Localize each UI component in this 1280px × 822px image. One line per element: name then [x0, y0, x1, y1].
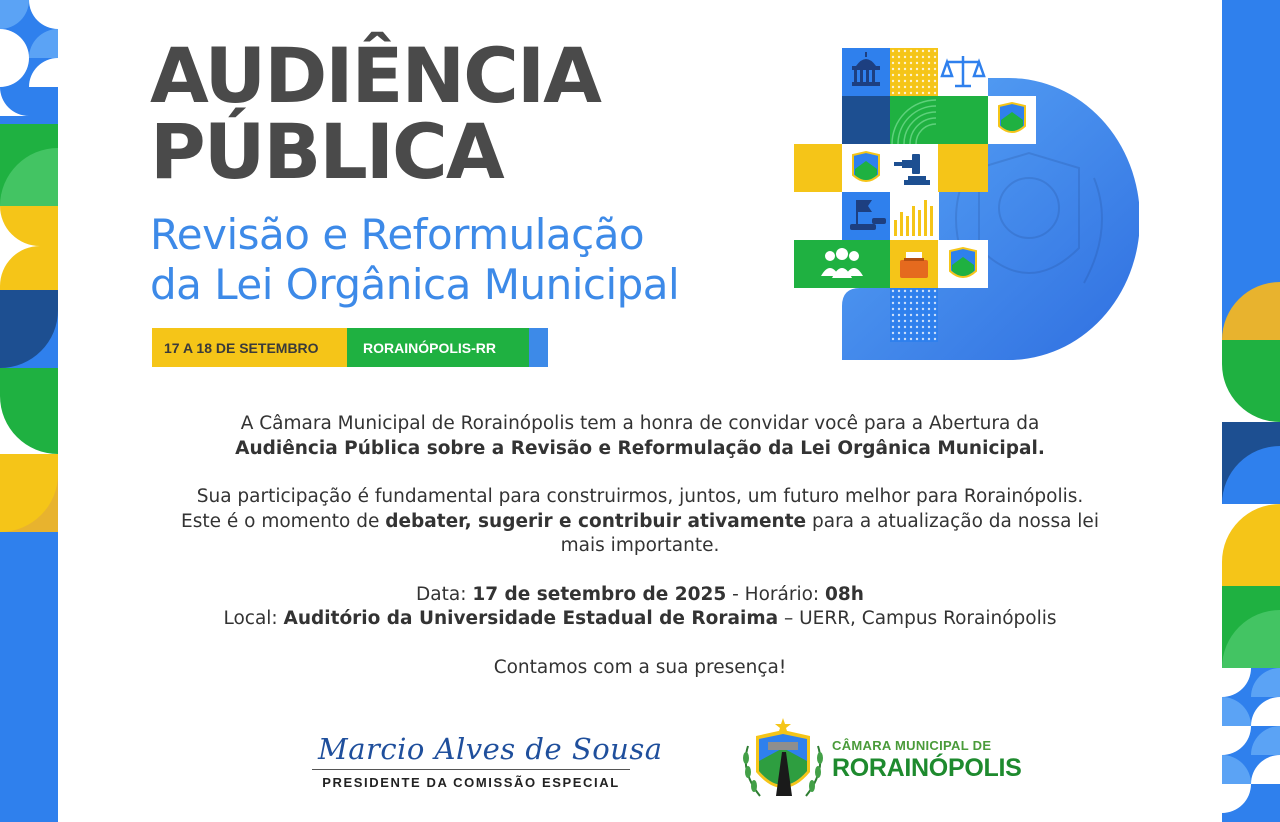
- title-line-2: PÚBLICA: [150, 107, 503, 196]
- crest-icon: [950, 248, 976, 277]
- intro-paragraph: [100, 412, 1180, 461]
- intro-line-2: Audiência Pública sobre a Revisão e Reformulação da Lei Orgânica Municipal.: [235, 437, 1045, 459]
- place-rest: – UERR, Campus Rorainópolis: [778, 608, 1057, 629]
- signature-line: [312, 769, 630, 770]
- subtitle: [150, 210, 790, 310]
- camara-crest-icon: [738, 716, 828, 806]
- participation-line-3: mais importante.: [560, 535, 720, 556]
- closing-line: Contamos com a sua presença!: [493, 656, 787, 678]
- signature-role: PRESIDENTE DA COMISSÃO ESPECIAL: [322, 775, 620, 790]
- city-tag: RORAINÓPOLIS-RR: [347, 328, 529, 367]
- signature: Marcio Alves de Sousa: [318, 732, 663, 766]
- camara-label: CÂMARA MUNICIPAL DE: [832, 738, 992, 753]
- left-decorative-strip: [0, 0, 58, 822]
- date-tag: 17 A 18 DE SETEMBRO: [152, 328, 347, 367]
- place-label: Local:: [223, 608, 284, 629]
- invitation-text: [100, 412, 1180, 680]
- event-tags: [152, 328, 548, 367]
- participation-emphasis: debater, sugerir e contribuir ativamente: [385, 510, 807, 532]
- date-label: Data:: [416, 583, 473, 605]
- page-title: [150, 31, 600, 196]
- participation-line-2b: para a atualização da nossa lei: [806, 510, 1099, 532]
- tag-accent: [529, 328, 548, 367]
- participation-line-1: Sua participação é fundamental para construirmos, juntos, um futuro melhor para Rorainópolis.: [196, 486, 1084, 507]
- right-decorative-strip: [1222, 0, 1280, 822]
- title-line-1: AUDIÊNCIA: [150, 31, 600, 120]
- mosaic-graphic: [794, 48, 1139, 363]
- camara-name: RORAINÓPOLIS: [832, 754, 1022, 782]
- place-value: Auditório da Universidade Estadual de Roraima: [283, 608, 779, 629]
- date-value: 17 de setembro de 2025: [472, 583, 727, 605]
- subtitle-line-1: Revisão e Reformulação: [150, 210, 645, 259]
- event-details: [100, 583, 1180, 632]
- time-label: - Horário:: [726, 583, 826, 605]
- crest-icon: [999, 103, 1025, 132]
- participation-paragraph: [100, 485, 1180, 559]
- crest-icon: [853, 152, 879, 181]
- time-value: 08h: [825, 583, 864, 605]
- intro-line-1: A Câmara Municipal de Rorainópolis tem a honra de convidar você para a Abertura da: [240, 413, 1040, 434]
- subtitle-line-2: da Lei Orgânica Municipal: [150, 260, 680, 309]
- participation-line-2a: Este é o momento de: [181, 510, 386, 532]
